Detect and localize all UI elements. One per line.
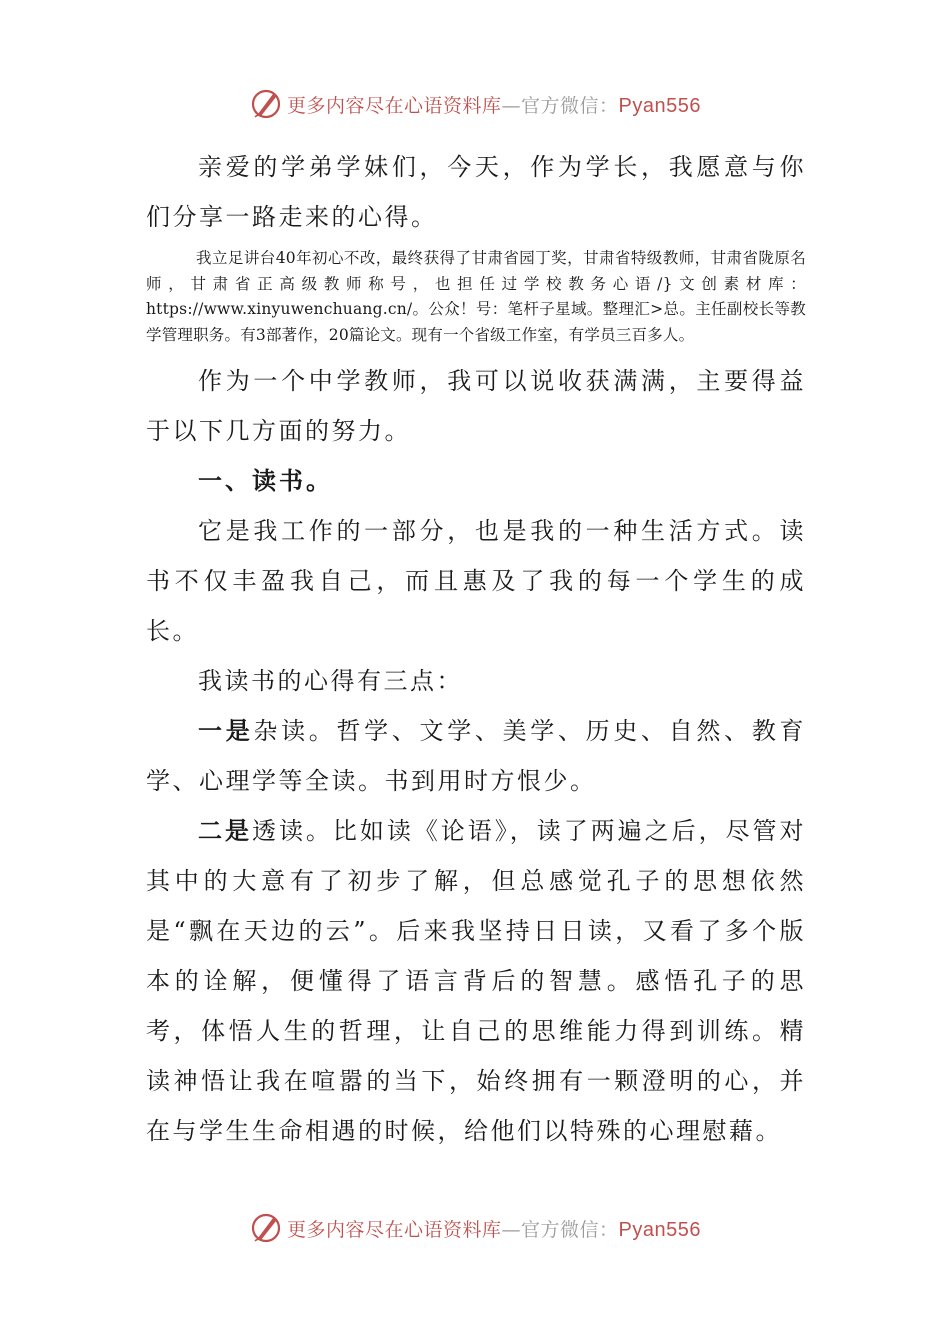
footer-banner	[0, 1208, 950, 1248]
paragraph-greeting: 亲爱的学弟学妹们，今天，作为学长，我愿意与你们分享一路走来的心得。	[146, 153, 806, 231]
section-heading-reading: 一、读书。	[198, 466, 333, 495]
banner-dash: —	[501, 1218, 522, 1241]
point-one-text: 杂读。哲学、文学、美学、历史、自然、教育学、心理学等全读。书到用时方恨少。	[146, 717, 807, 795]
pen-quill-logo-icon	[249, 87, 283, 121]
paragraph-point-one	[146, 706, 806, 806]
point-two-text: 透读。比如读《论语》，读了两遍之后，尽管对其中的大意有了初步了解，但总感觉孔子的思想依然是“飘在天边的云”。后来我坚持日日读，又看了多个版本的诠解，便懂得了语言背后的智慧。感悟孔子的思考，体悟人生的哲理，让自己的思维能力得到训练。精读神悟让我在喧嚣的当下，始终拥有一颗澄明的心，并在与学生生命相遇的时候，给他们以特殊的心理慰藉。	[146, 817, 807, 1145]
banner-text	[287, 1215, 701, 1242]
paragraph-three-points: 我读书的心得有三点：	[198, 667, 463, 695]
banner-wechat-label: 官方微信：	[521, 94, 619, 117]
paragraph-point-two	[146, 806, 806, 1156]
banner-main: 更多内容尽在心语资料库	[287, 1218, 502, 1241]
paragraph-achievements: 我立足讲台40年初心不改，最终获得了甘肃省园丁奖，甘肃省特级教师，甘肃省陇原名师，甘肃省正高级教师称号，也担任过学校教务心语/}文创素材库：https://www.xinyuwenchuang.cn/。公众！号：笔杆子星域。整理汇>总。主任副校长等教学管理职务。有3部著作，20篇论文。现有一个省级工作室，有学员三百多人。	[146, 249, 806, 344]
banner-wechat-id: Pyan556	[618, 94, 701, 117]
banner-wechat-label: 官方微信：	[521, 1218, 619, 1241]
paragraph-intro: 作为一个中学教师，我可以说收获满满，主要得益于以下几方面的努力。	[146, 367, 806, 445]
banner-wechat-id: Pyan556	[618, 1218, 701, 1241]
point-two-lead: 二是	[198, 816, 252, 845]
document-body	[146, 142, 806, 1156]
banner-main: 更多内容尽在心语资料库	[287, 94, 502, 117]
header-banner	[0, 84, 950, 124]
paragraph-reading: 它是我工作的一部分，也是我的一种生活方式。读书不仅丰盈我自己，而且惠及了我的每一个学生的成长。	[146, 517, 806, 645]
banner-text	[287, 91, 701, 118]
pen-quill-logo-icon	[249, 1211, 283, 1245]
banner-dash: —	[501, 94, 522, 117]
point-one-lead: 一是	[198, 716, 254, 745]
